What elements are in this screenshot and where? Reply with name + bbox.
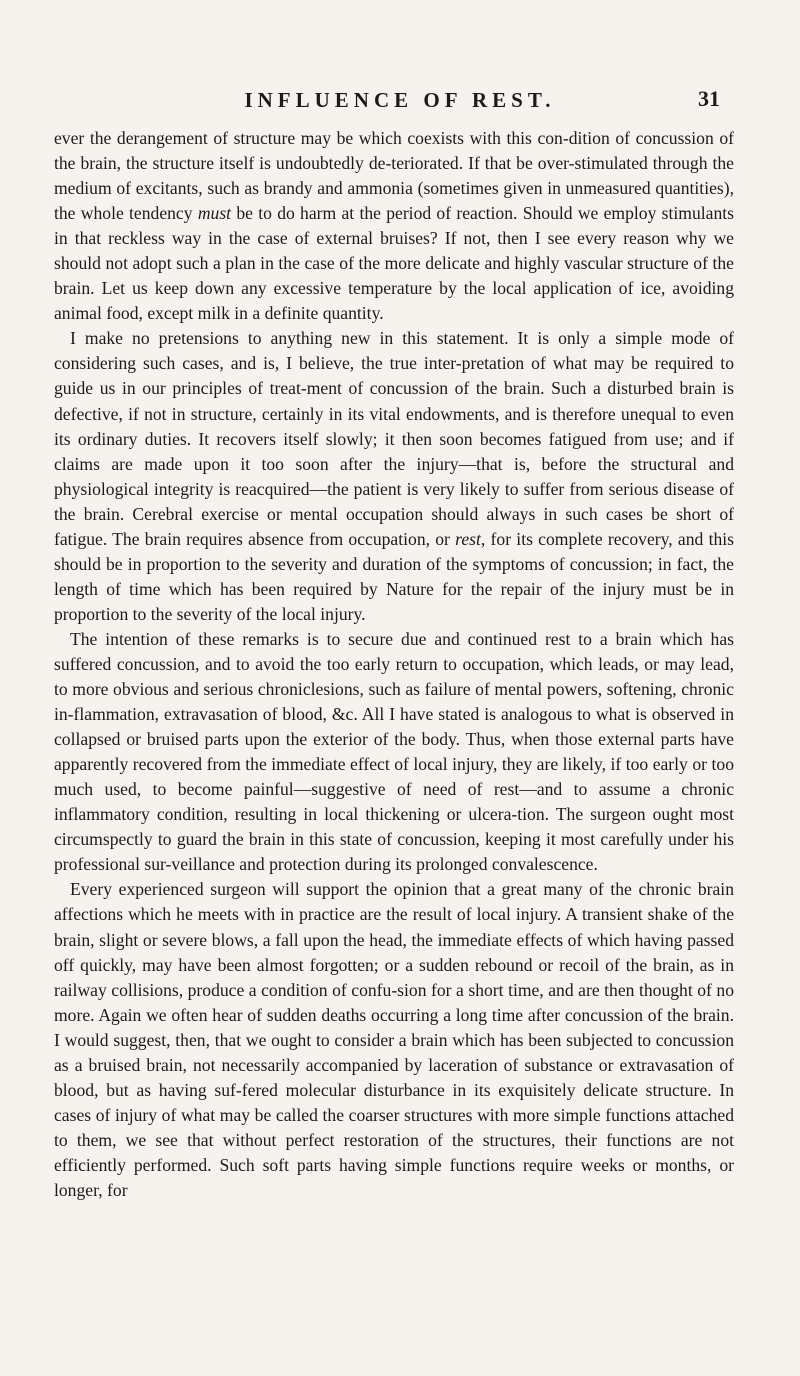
running-title: INFLUENCE OF REST. <box>244 88 556 112</box>
paragraph-1-text-b: be to do harm at the period of reaction. Should we employ stimulants in that reckless way in the case of external bruises? If not, then I see every reason why we should not adopt such a plan in the case of the more delicate and highly vascular structure of the brain. Let us keep down any excessive temperature by the local application of ice, avoiding animal food, except milk in a definite quantity. <box>54 203 734 324</box>
paragraph-2 <box>54 326 734 627</box>
paragraph-1 <box>54 126 734 326</box>
paragraph-4-text: Every experienced surgeon will support the opinion that a great many of the chronic brain affections which he meets with in practice are the result of local injury. A transient shake of the brain, slight or severe blows, a fall upon the head, the immediate effects of which having passed off quickly, may have been almost forgotten; or a sudden rebound or recoil of the brain, as in railway collisions, produce a condition of confu-sion for a short time, and are then thought of no more. Again we often hear of sudden deaths occurring a long time after concussion of the brain. I would suggest, then, that we ought to consider a brain which has been subjected to concussion as a bruised brain, not necessarily accompanied by laceration of substance or extravasation of blood, but as having suf-fered molecular disturbance in its exquisitely delicate structure. In cases of injury of what may be called the coarser structures with more simple functions attached to them, we see that without perfect restoration of the structures, their functions are not efficiently performed. Such soft parts having simple functions require weeks or months, or longer, for <box>54 879 734 1200</box>
body-text <box>54 126 734 1203</box>
paragraph-1-text-a: ever the derangement of structure may be which coexists with this con-dition of concussion of the brain, the structure itself is undoubtedly de-teriorated. If that be over-stimulated through the medium of excitants, such as brandy and ammonia (sometimes given in unmeasured quantities), the whole tendency <box>54 128 734 224</box>
page-number: 31 <box>698 86 720 111</box>
paragraph-3 <box>54 627 734 877</box>
paragraph-4 <box>54 877 734 1203</box>
paragraph-2-text-a: I make no pretensions to anything new in this statement. It is only a simple mode of considering such cases, and is, I believe, the true inter-pretation of what may be required to guide us in our principles of treat-ment of concussion of the brain. Such a disturbed brain is defective, if not in structure, certainly in its vital endowments, and is therefore unequal to even its ordinary duties. It recovers itself slowly; it then soon becomes fatigued from use; and if claims are made upon it too soon after the injury—that is, before the structural and physiological integrity is reacquired—the patient is very likely to suffer from serious disease of the brain. Cerebral exercise or mental occupation should always in such cases be short of fatigue. The brain requires absence from occupation, or <box>54 328 734 549</box>
emphasis-must: must <box>197 203 232 224</box>
paragraph-3-text: The intention of these remarks is to secure due and continued rest to a brain which has suffered concussion, and to avoid the too early return to occupation, which leads, or may lead, to more obvious and serious chroniclesions, such as failure of mental powers, softening, chronic in-flammation, extravasation of blood, &c. All I have stated is analogous to what is observed in collapsed or bruised parts upon the exterior of the body. Thus, when those external parts have apparently recovered from the immediate effect of local injury, they are likely, if too early or too much used, to become painful—suggestive of need of rest—and to assume a chronic inflammatory condition, resulting in local thickening or ulcera-tion. The surgeon ought most circumspectly to guard the brain in this state of concussion, keeping it most carefully under his professional sur-veillance and protection during its prolonged convalescence. <box>54 628 734 875</box>
emphasis-rest: rest <box>455 528 481 549</box>
paragraph-2-text-b: , for its complete recovery, and this should be in proportion to the severity and duration of the symptoms of concussion; in fact, the length of time which has been required by Nature for the repair of the injury must be in proportion to the severity of the local injury. <box>54 528 734 624</box>
